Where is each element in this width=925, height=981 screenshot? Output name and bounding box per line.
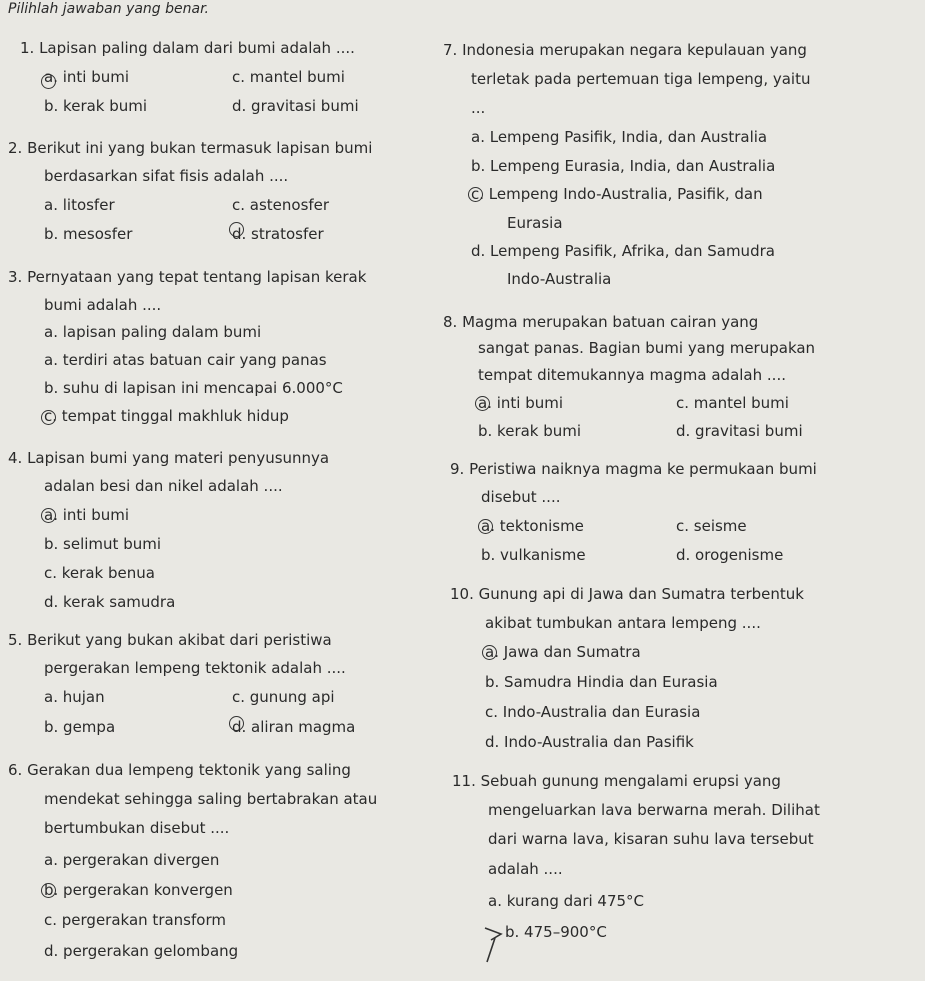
q2-option-c: c. astenosfer (232, 196, 330, 214)
q5-question-line2: pergerakan lempeng tektonik adalah .... (44, 659, 346, 677)
q5-option-c: c. gunung api (232, 688, 335, 706)
q7-question-line3: ... (471, 99, 486, 117)
q1-question: 1. Lapisan paling dalam dari bumi adalah .... (20, 39, 355, 57)
q10-question-line1: 10. Gunung api di Jawa dan Sumatra terbentuk (450, 585, 804, 603)
q4-question-line1: 4. Lapisan bumi yang materi penyusunnya (8, 449, 330, 467)
q7-option-c-line1: c. Lempeng Indo-Australia, Pasifik, dan (471, 185, 763, 203)
q8-question-line2: sangat panas. Bagian bumi yang merupakan (478, 339, 816, 357)
q7-option-b: b. Lempeng Eurasia, India, dan Australia (471, 157, 776, 175)
q10-option-a: a. Jawa dan Sumatra (485, 643, 641, 661)
q9-question-line1: 9. Peristiwa naiknya magma ke permukaan bumi (450, 460, 817, 478)
q8-option-d: d. gravitasi bumi (676, 422, 803, 440)
q7-option-d-line1: d. Lempeng Pasifik, Afrika, dan Samudra (471, 242, 775, 260)
q8-question-line1: 8. Magma merupakan batuan cairan yang (443, 313, 759, 331)
q5-question-line1: 5. Berikut yang bukan akibat dari peristiwa (8, 631, 332, 649)
q4-option-b: b. selimut bumi (44, 535, 162, 553)
q3-option-a-second: a. terdiri atas batuan cair yang panas (44, 351, 327, 369)
q11-option-a: a. kurang dari 475°C (488, 892, 645, 910)
q10-option-c: c. Indo-Australia dan Eurasia (485, 703, 701, 721)
q10-option-b: b. Samudra Hindia dan Eurasia (485, 673, 718, 691)
q2-question-line1: 2. Berikut ini yang bukan termasuk lapisan bumi (8, 139, 373, 157)
q11-question-line2: mengeluarkan lava berwarna merah. Dilihat (488, 801, 820, 819)
q8-option-a: a. inti bumi (478, 394, 564, 412)
q9-option-c: c. seisme (676, 517, 747, 535)
q3-option-a: a. lapisan paling dalam bumi (44, 323, 262, 341)
q7-option-d-line2: Indo-Australia (507, 270, 612, 288)
q2-question-line2: berdasarkan sifat fisis adalah .... (44, 167, 289, 185)
q3-question-line1: 3. Pernyataan yang tepat tentang lapisan kerak (8, 268, 367, 286)
q4-question-line2: adalan besi dan nikel adalah .... (44, 477, 283, 495)
q10-option-d: d. Indo-Australia dan Pasifik (485, 733, 694, 751)
q9-option-d: d. orogenisme (676, 546, 784, 564)
q1-option-b: b. kerak bumi (44, 97, 148, 115)
q1-option-d: d. gravitasi bumi (232, 97, 359, 115)
q2-option-a: a. litosfer (44, 196, 115, 214)
q6-option-c: c. pergerakan transform (44, 911, 226, 929)
q7-option-a: a. Lempeng Pasifik, India, dan Australia (471, 128, 768, 146)
q6-question-line3: bertumbukan disebut .... (44, 819, 230, 837)
q5-option-b: b. gempa (44, 718, 116, 736)
q6-option-a: a. pergerakan divergen (44, 851, 220, 869)
q1-option-c: c. mantel bumi (232, 68, 345, 86)
q10-question-line2: akibat tumbukan antara lempeng .... (485, 614, 761, 632)
q9-option-b: b. vulkanisme (481, 546, 586, 564)
q4-option-a: a. inti bumi (44, 506, 130, 524)
q5-option-a: a. hujan (44, 688, 105, 706)
q5-option-d: d. aliran magma (232, 718, 356, 736)
q3-option-c: c. tempat tinggal makhluk hidup (44, 407, 289, 425)
q8-option-b: b. kerak bumi (478, 422, 582, 440)
q11-option-b: b. 475–900°C (505, 923, 607, 941)
q4-option-d: d. kerak samudra (44, 593, 176, 611)
q7-option-c-line2: Eurasia (507, 214, 563, 232)
q7-question-line2: terletak pada pertemuan tiga lempeng, yaitu (471, 70, 811, 88)
instructions-title: Pilihlah jawaban yang benar. (8, 1, 210, 17)
q8-question-line3: tempat ditemukannya magma adalah .... (478, 366, 786, 384)
q1-option-a: a. inti bumi (44, 68, 130, 86)
q3-option-b: b. suhu di lapisan ini mencapai 6.000°C (44, 379, 343, 397)
q9-option-a: a. tektonisme (481, 517, 584, 535)
q6-question-line1: 6. Gerakan dua lempeng tektonik yang saling (8, 761, 351, 779)
q9-question-line2: disebut .... (481, 488, 561, 506)
q11-question-line4: adalah .... (488, 860, 563, 878)
q8-option-c: c. mantel bumi (676, 394, 789, 412)
q6-option-d: d. pergerakan gelombang (44, 942, 239, 960)
q3-question-line2: bumi adalah .... (44, 296, 162, 314)
q2-option-d: d. stratosfer (232, 225, 324, 243)
q4-option-c: c. kerak benua (44, 564, 155, 582)
q6-question-line2: mendekat sehingga saling bertabrakan atau (44, 790, 378, 808)
q2-option-b: b. mesosfer (44, 225, 133, 243)
q7-question-line1: 7. Indonesia merupakan negara kepulauan yang (443, 41, 807, 59)
q6-option-b: b. pergerakan konvergen (44, 881, 233, 899)
q11-question-line3: dari warna lava, kisaran suhu lava tersebut (488, 830, 814, 848)
q11-question-line1: 11. Sebuah gunung mengalami erupsi yang (452, 772, 781, 790)
